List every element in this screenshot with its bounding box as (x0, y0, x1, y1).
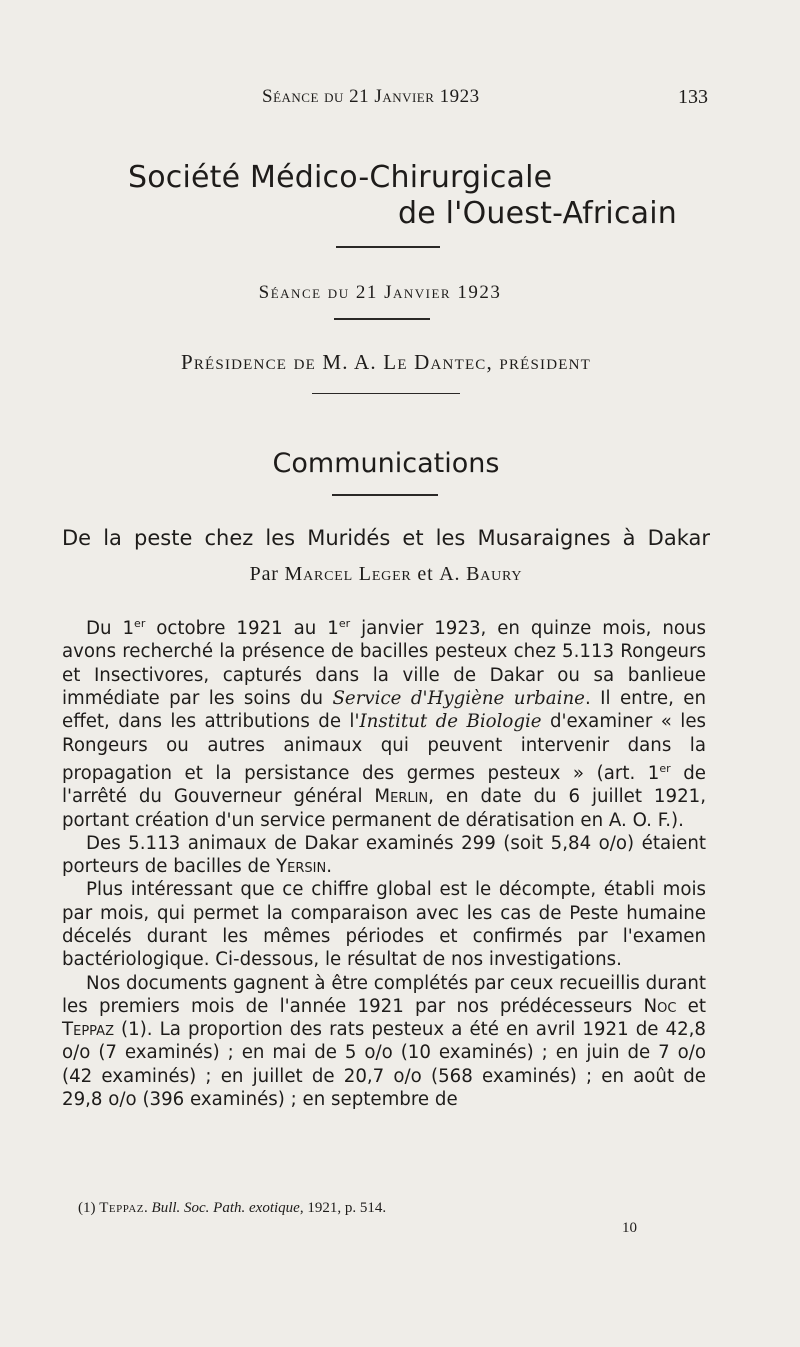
text-run: (1). La proportion des rats pesteux a été en avril 1921 de 42,8 o/o (7 examinés) ; en mai de 5 o/o (10 examinés) ; en juin de 7 o/o (42 examinés) ; en juillet de 20,7 o/o (568 examinés) ; en août de 29,8 o/o (396 examinés) ; en septembre de (62, 1019, 706, 1111)
running-head (0, 86, 800, 116)
article-title: De la peste chez les Muridés et les Musaraignes à Dakar (62, 526, 710, 550)
superscript: er (659, 761, 671, 775)
body-paragraph (62, 972, 706, 1112)
footnote-details: , 1921, p. 514. (299, 1200, 387, 1216)
text-run: . (326, 856, 333, 878)
body-paragraph (62, 612, 706, 832)
superscript: er (134, 617, 146, 630)
section-title: Communications (272, 448, 500, 479)
presidency-line: Présidence de M. A. Le Dantec, président (180, 350, 592, 374)
article-byline (0, 563, 772, 586)
footnote-marker: (1) (78, 1200, 96, 1216)
divider-rule (334, 318, 430, 320)
divider-rule (312, 393, 460, 394)
text-run: octobre 1921 au 1 (145, 618, 339, 640)
article-body (62, 612, 706, 1111)
page-number: 133 (678, 86, 708, 108)
signature-mark: 10 (622, 1220, 637, 1236)
italic-text: Institut de Biologie (359, 711, 542, 733)
text-run: , en date du 6 juillet 1921, portant création d'un service permanent de dératisation en A. O. F.). (62, 786, 706, 831)
text-run: janvier 1923, en quinze mois, nous avons recherché la présence de bacilles pesteux chez 5.113 Rongeurs et Insectivores, capturés dans la ville de Dakar ou sa banlieue immédiate par les soins du (62, 618, 706, 709)
author-name: Marcel Leger (284, 563, 412, 585)
author-name: A. Baury (439, 563, 523, 585)
text-run: de l'arrêté du Gouverneur général (62, 762, 706, 808)
divider-rule (332, 494, 438, 496)
footnote-author: Teppaz (99, 1200, 145, 1216)
text-run: Plus intéressant que ce chiffre global est le décompte, établi mois par mois, qui permet la comparaison avec les cas de Peste humaine décelés durant les mêmes périodes et confirmés par l'examen bactériologique. Ci-dessous, le résultat de nos investigations. (62, 879, 706, 971)
text-run: . Il entre, en effet, dans les attributions de l' (62, 687, 707, 733)
text-run: Du 1 (86, 618, 135, 640)
running-title: Séance du 21 Janvier 1923 (262, 86, 480, 107)
superscript: er (338, 617, 351, 630)
society-name-line-1: Société Médico-Chirurgicale (128, 160, 553, 195)
small-caps-name: Noc (643, 995, 677, 1017)
small-caps-name: Yersin (276, 856, 327, 878)
society-name-line-2: de l'Ouest-Africain (398, 196, 677, 231)
text-run: Des 5.113 animaux de Dakar examinés 299 (soit 5,84 o/o) étaient porteurs de bacilles de (62, 832, 706, 878)
text-run: et (676, 995, 706, 1017)
body-paragraph (62, 878, 706, 971)
text-run: d'examiner « les Rongeurs ou autres animaux qui peuvent intervenir dans la propagation et la persistance des germes pesteux » (art. 1 (62, 711, 706, 784)
small-caps-name: Merlin (374, 786, 429, 808)
text-run: Nos documents gagnent à être complétés par ceux recueillis durant les premiers mois de l'année 1921 par nos prédécesseurs (62, 972, 706, 1017)
footnote-source: Bull. Soc. Path. exotique (151, 1200, 300, 1216)
byline-conjunction: et (417, 563, 434, 585)
session-date: Séance du 21 Janvier 1923 (258, 282, 502, 303)
divider-rule (336, 246, 440, 248)
footnote: (1) Teppaz. Bull. Soc. Path. exotique, 1921, p. 514. (78, 1200, 387, 1216)
italic-text: Service d'Hygiène urbaine (332, 687, 585, 709)
byline-prefix: Par (249, 563, 279, 585)
small-caps-name: Teppaz (62, 1019, 114, 1041)
body-paragraph (62, 832, 706, 879)
